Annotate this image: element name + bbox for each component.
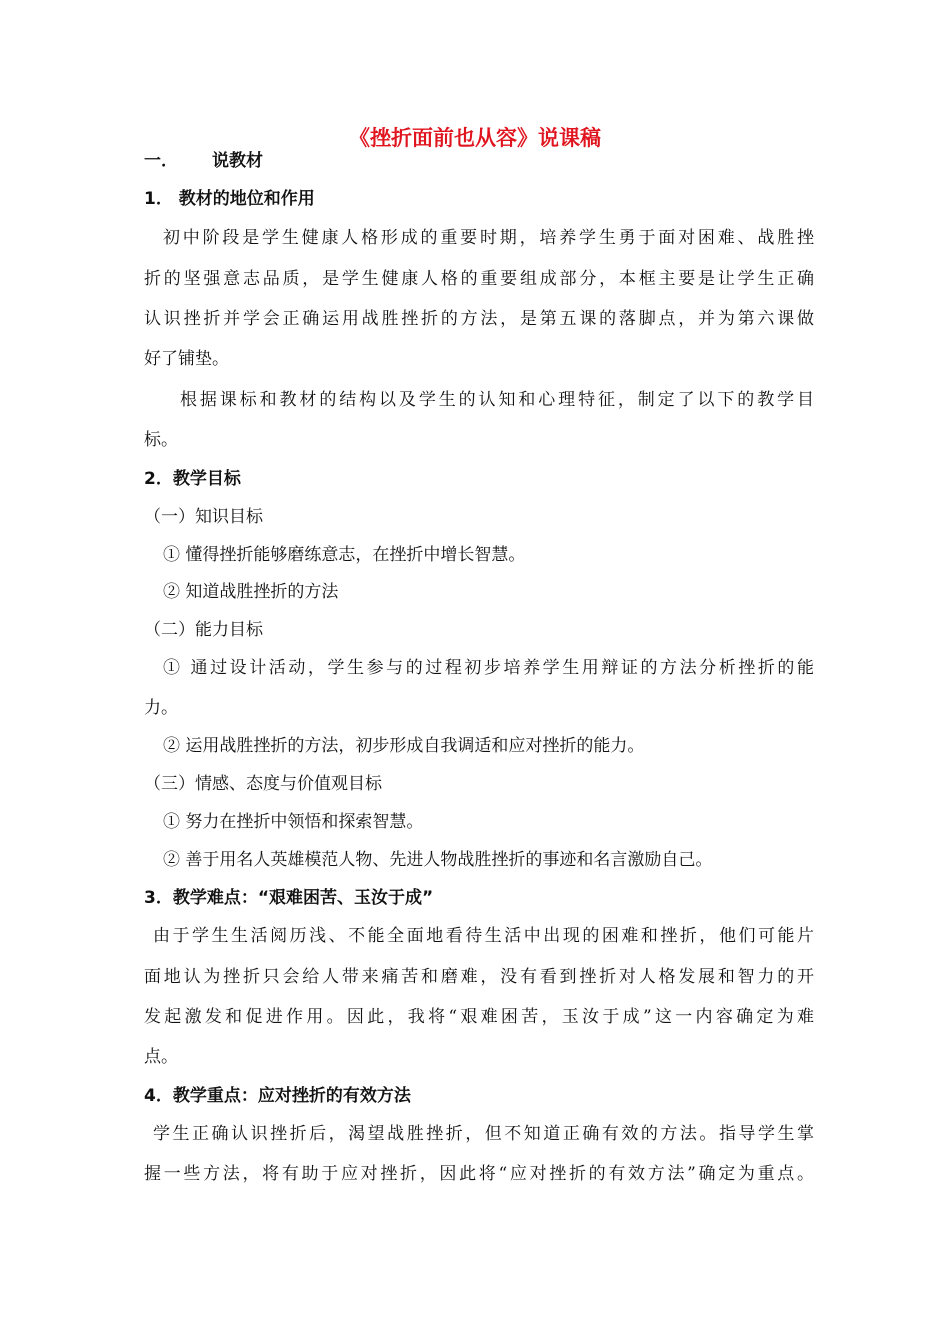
- paragraph-line: 发起激发和促进作用。因此，我将“艰难困苦，玉汝于成”这一内容确定为难: [144, 1007, 814, 1027]
- ability-goals-label: （二）能力目标: [144, 620, 263, 640]
- document-title: 《挫折面前也从容》说课稿: [349, 126, 601, 150]
- paragraph-line: 初中阶段是学生健康人格形成的重要时期，培养学生勇于面对困难、战胜挫: [163, 228, 814, 248]
- knowledge-goals-label: （一）知识目标: [144, 507, 263, 527]
- paragraph-line: 学生正确认识挫折后，渴望战胜挫折，但不知道正确有效的方法。指导学生掌: [153, 1124, 814, 1144]
- paragraph-line: 折的坚强意志品质，是学生健康人格的重要组成部分，本框主要是让学生正确: [144, 269, 814, 289]
- list-item: ② 运用战胜挫折的方法，初步形成自我调适和应对挫折的能力。: [163, 736, 645, 756]
- section-1-heading: [144, 150, 814, 172]
- list-item-continuation: 力。: [144, 698, 178, 718]
- paragraph-line: 根据课标和教材的结构以及学生的认知和心理特征，制定了以下的教学目: [180, 390, 814, 410]
- paragraph-line: 面地认为挫折只会给人带来痛苦和磨难，没有看到挫折对人格发展和智力的开: [144, 967, 814, 987]
- paragraph-line: 好了铺垫。: [144, 349, 229, 369]
- subsection-2-heading: 2．教学目标: [144, 469, 241, 489]
- list-item: ① 努力在挫折中领悟和探索智慧。: [163, 812, 424, 832]
- emotion-goals-label: （三）情感、态度与价值观目标: [144, 774, 382, 794]
- paragraph-line: 由于学生生活阅历浅、不能全面地看待生活中出现的困难和挫折，他们可能片: [153, 926, 814, 946]
- subsection-4-heading: 4．教学重点：应对挫折的有效方法: [144, 1086, 411, 1106]
- paragraph-line: 握一些方法，将有助于应对挫折，因此将“应对挫折的有效方法”确定为重点。: [144, 1164, 814, 1184]
- section-1-number: 一．: [144, 151, 178, 171]
- subsection-3-heading: 3．教学难点：“艰难困苦、玉汝于成”: [144, 888, 434, 908]
- subsection-1-heading: 1． 教材的地位和作用: [144, 189, 315, 209]
- list-item: ② 知道战胜挫折的方法: [163, 582, 339, 602]
- list-item: ① 懂得挫折能够磨练意志，在挫折中增长智慧。: [163, 545, 526, 565]
- paragraph-line: 点。: [144, 1047, 178, 1067]
- paragraph-line: 认识挫折并学会正确运用战胜挫折的方法，是第五课的落脚点，并为第六课做: [144, 309, 814, 329]
- list-item: ② 善于用名人英雄模范人物、先进人物战胜挫折的事迹和名言激励自己。: [163, 850, 713, 870]
- section-1-label: 说教材: [212, 151, 263, 171]
- list-item: ① 通过设计活动，学生参与的过程初步培养学生用辩证的方法分析挫折的能: [163, 658, 814, 678]
- paragraph-line: 标。: [144, 430, 178, 450]
